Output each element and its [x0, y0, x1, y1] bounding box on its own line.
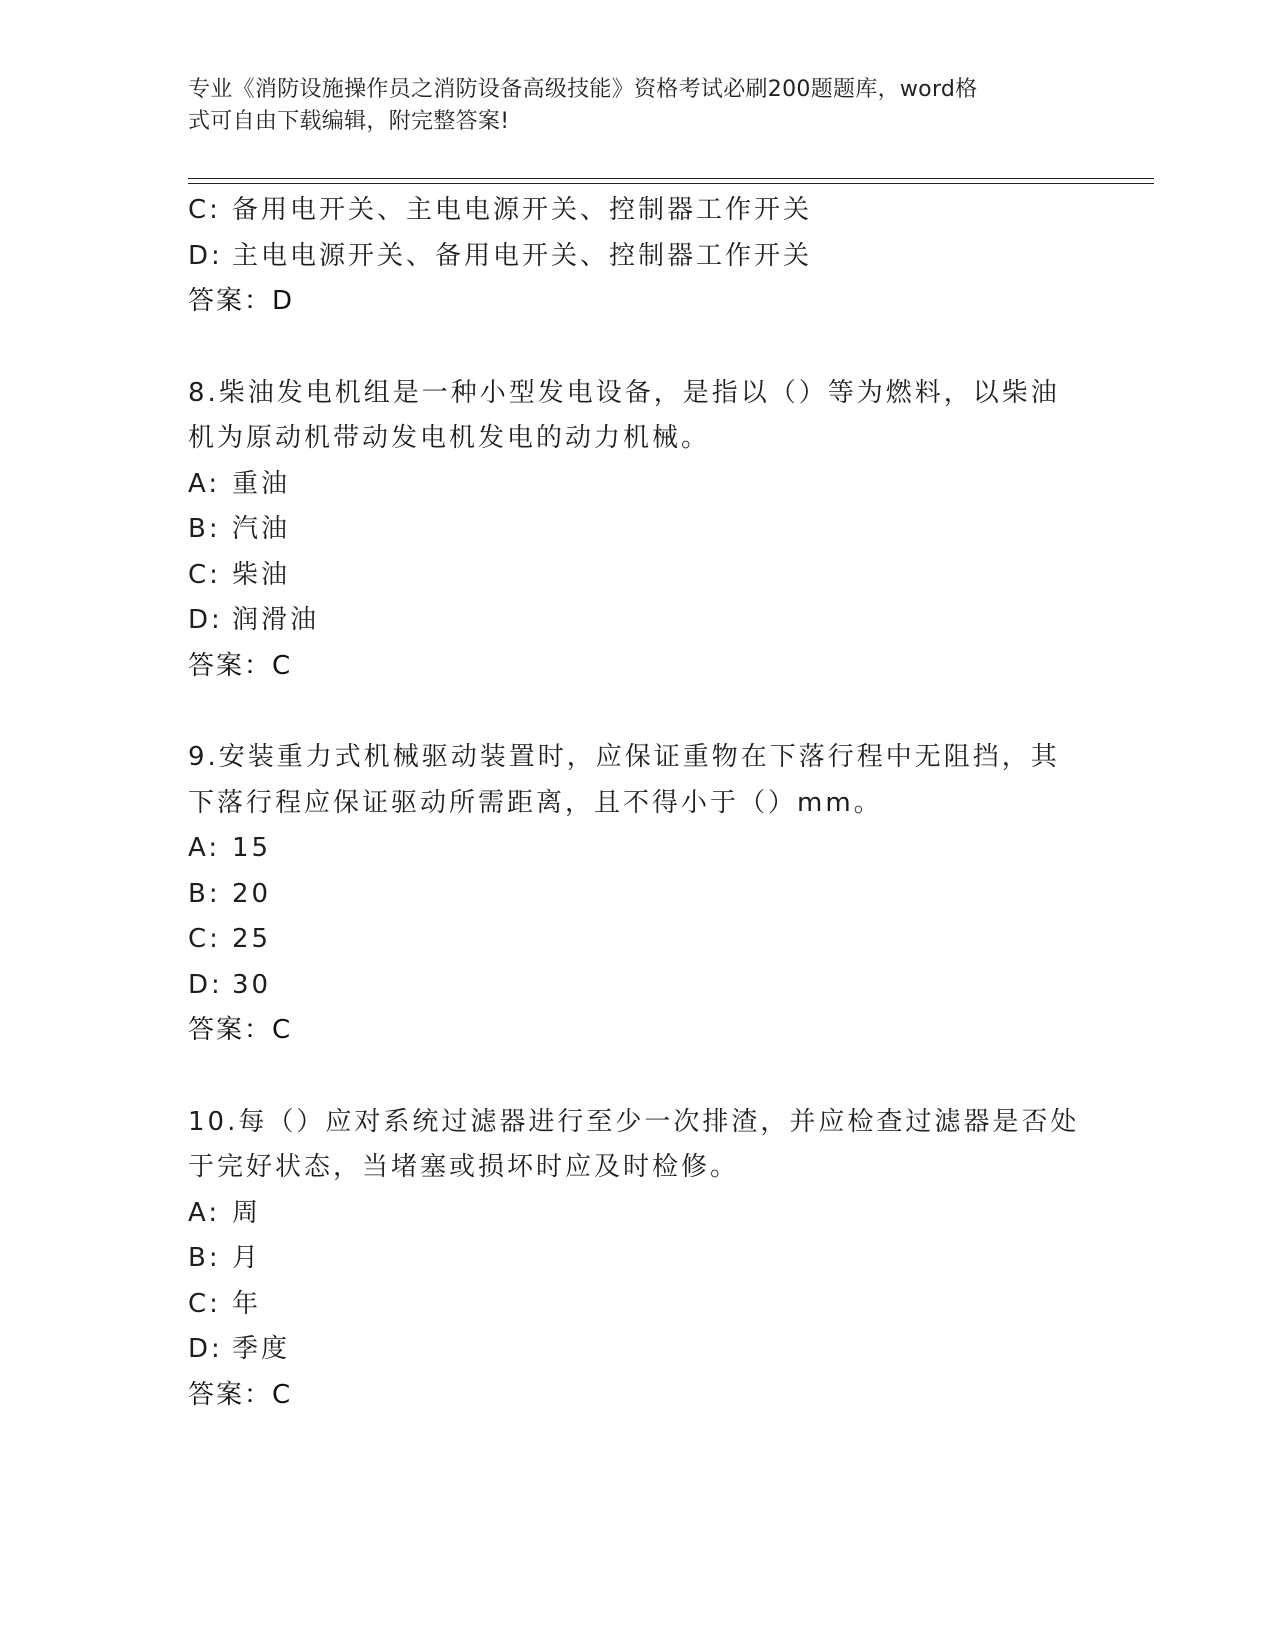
option-text: 周	[232, 1197, 262, 1228]
option-d	[188, 1327, 1088, 1373]
option-key: D:	[188, 240, 223, 271]
option-text: 主电电源开关、备用电开关、控制器工作开关	[232, 240, 813, 271]
spacer	[188, 1054, 1088, 1100]
option-text: 15	[232, 833, 272, 863]
option-key: D:	[188, 969, 223, 1000]
question-list	[188, 188, 1088, 1418]
option-c	[188, 188, 1088, 234]
option-key: A:	[188, 1197, 221, 1228]
option-key: D:	[188, 1334, 223, 1364]
option-key: C:	[188, 1288, 221, 1319]
question-10	[188, 1100, 1088, 1419]
spacer	[188, 325, 1088, 371]
option-text: 润滑油	[232, 605, 320, 635]
option-text: 年	[232, 1288, 262, 1319]
question-9	[188, 735, 1088, 1054]
option-d	[188, 598, 1088, 644]
option-text: 25	[232, 924, 272, 954]
option-text: 月	[232, 1243, 262, 1273]
question-stem-line: 下落行程应保证驱动所需距离，且不得小于（）mm。	[188, 787, 883, 818]
document-header	[188, 74, 1068, 138]
option-text: 柴油	[232, 559, 291, 590]
answer-line: 答案：C	[188, 1379, 293, 1410]
header-divider-bottom	[188, 183, 1154, 184]
question-stem-line: 机为原动机带动发电机发电的动力机械。	[188, 423, 711, 453]
option-text: 20	[232, 878, 272, 909]
question-stem-line: 8.柴油发电机组是一种小型发电设备，是指以（）等为燃料，以柴油	[188, 377, 1060, 408]
option-b	[188, 1236, 1088, 1282]
spacer	[188, 689, 1088, 735]
question-stem-line: 10.每（）应对系统过滤器进行至少一次排渣，并应检查过滤器是否处	[188, 1106, 1080, 1137]
header-line-2: 式可自由下载编辑，附完整答案!	[188, 109, 510, 134]
option-d	[188, 234, 1088, 280]
option-c	[188, 917, 1088, 963]
option-text: 季度	[232, 1334, 291, 1364]
answer-line: 答案：D	[188, 286, 295, 316]
option-text: 汽油	[232, 514, 291, 544]
option-b	[188, 872, 1088, 918]
answer-line: 答案：C	[188, 650, 293, 681]
option-c	[188, 553, 1088, 599]
option-text: 重油	[232, 468, 291, 499]
option-a	[188, 826, 1088, 872]
header-divider-top	[188, 178, 1154, 179]
option-key: C:	[188, 195, 221, 225]
question-stem-line: 于完好状态，当堵塞或损坏时应及时检修。	[188, 1152, 740, 1182]
option-text: 备用电开关、主电电源开关、控制器工作开关	[232, 195, 813, 225]
option-a	[188, 462, 1088, 508]
option-key: D:	[188, 605, 223, 635]
option-key: C:	[188, 924, 221, 954]
carryover-block	[188, 188, 1088, 325]
option-key: B:	[188, 1243, 221, 1273]
option-key: C:	[188, 559, 221, 590]
option-b	[188, 507, 1088, 553]
option-key: A:	[188, 833, 221, 863]
option-key: A:	[188, 468, 221, 499]
option-c	[188, 1282, 1088, 1328]
option-d	[188, 963, 1088, 1009]
question-stem-line: 9.安装重力式机械驱动装置时，应保证重物在下落行程中无阻挡，其	[188, 742, 1060, 772]
question-8	[188, 371, 1088, 690]
option-key: B:	[188, 514, 221, 544]
option-key: B:	[188, 878, 221, 909]
option-a	[188, 1191, 1088, 1237]
header-line-1: 专业《消防设施操作员之消防设备高级技能》资格考试必刷200题题库，word格	[188, 77, 978, 102]
option-text: 30	[232, 969, 272, 1000]
answer-line: 答案：C	[188, 1015, 293, 1045]
